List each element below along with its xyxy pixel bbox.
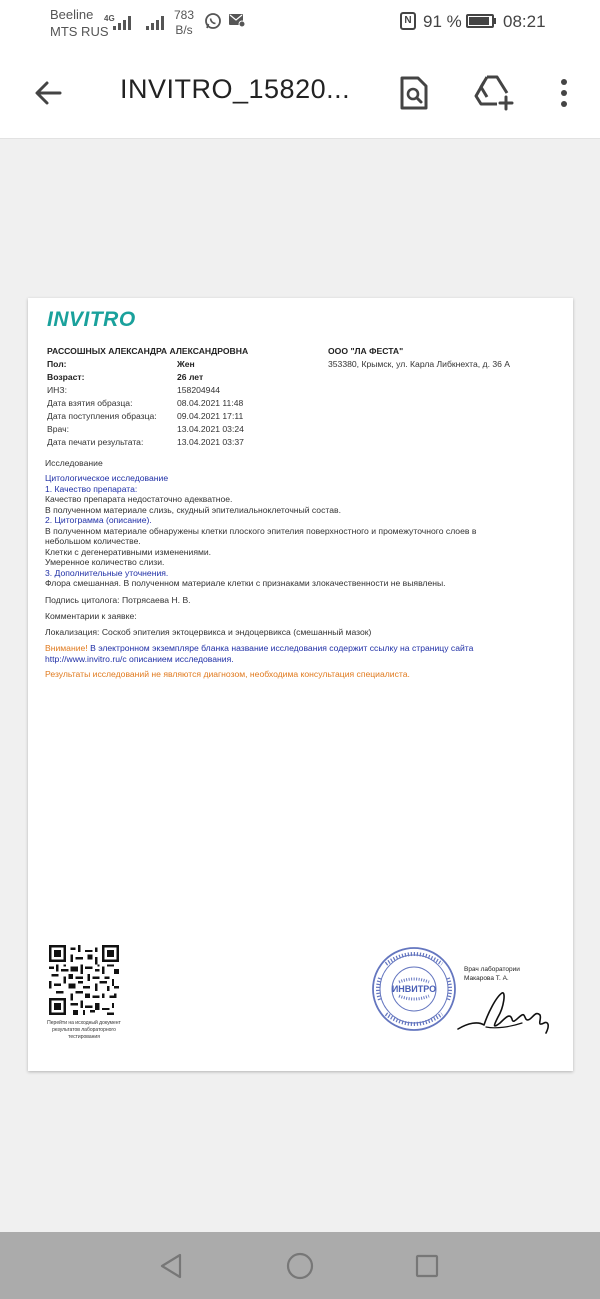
status-bar bbox=[0, 0, 600, 48]
nav-recents-button[interactable] bbox=[411, 1250, 443, 1282]
speed-value: 783 bbox=[174, 8, 195, 22]
doctor-name: Макарова Т. А. bbox=[464, 975, 509, 982]
nfc-icon: N bbox=[400, 12, 416, 30]
research-line: Флора смешанная. В полученном материале клетки с признаками злокачественности не выявлены. bbox=[45, 578, 446, 588]
carrier-2: MTS RUS bbox=[50, 24, 109, 39]
field-age bbox=[47, 372, 307, 385]
disclaimer: Результаты исследований не являются диагнозом, необходима консультация специалиста. bbox=[45, 669, 410, 679]
field-sample-date bbox=[47, 398, 307, 411]
signal-icon bbox=[146, 14, 164, 30]
lab-stamp-icon bbox=[371, 946, 457, 1032]
field-value: Жен bbox=[177, 359, 195, 369]
battery-icon bbox=[466, 14, 494, 28]
carrier-names bbox=[50, 6, 109, 40]
lab-address: 353380, Крымск, ул. Карла Либкнехта, д. 36 А bbox=[328, 359, 511, 369]
doctor-title: Врач лаборатории bbox=[464, 966, 520, 973]
field-value: 158204944 bbox=[177, 385, 221, 395]
field-value: 26 лет bbox=[177, 372, 204, 382]
search-document-icon bbox=[398, 75, 430, 111]
research-title: Исследование bbox=[45, 458, 103, 468]
navigation-bar bbox=[0, 1232, 600, 1299]
message-icon bbox=[228, 12, 246, 28]
stamp-text: ИНВИТРО bbox=[391, 984, 437, 994]
field-label: Дата взятия образца: bbox=[47, 398, 133, 408]
field-label: Дата поступления образца: bbox=[47, 411, 157, 421]
add-to-drive-button[interactable] bbox=[471, 70, 517, 114]
research-line: 2. Цитограмма (описание). bbox=[45, 515, 152, 525]
nav-back-button[interactable] bbox=[155, 1250, 187, 1282]
carrier-1: Beeline bbox=[50, 7, 94, 22]
research-line: 1. Качество препарата: bbox=[45, 483, 138, 494]
back-triangle-icon bbox=[158, 1252, 184, 1280]
lab-doctor bbox=[464, 965, 520, 983]
notice bbox=[45, 643, 473, 664]
research-line: Качество препарата недостаточно адекватное. bbox=[45, 494, 233, 504]
field-value: 13.04.2021 03:24 bbox=[177, 424, 244, 434]
field-value: 08.04.2021 11:48 bbox=[177, 398, 244, 408]
invitro-logo: INVITRO bbox=[47, 308, 136, 331]
clock: 08:21 bbox=[503, 12, 546, 31]
research-body bbox=[45, 473, 555, 589]
document-title: INVITRO_15820... bbox=[120, 74, 351, 104]
qr-caption: Перейти на исходный документ результатов лабораторного тестирования bbox=[47, 1020, 121, 1040]
field-sex bbox=[47, 359, 307, 372]
more-vert-icon bbox=[560, 78, 568, 108]
field-label: Дата печати результата: bbox=[47, 437, 144, 447]
field-label: Пол: bbox=[47, 359, 67, 369]
field-value: 13.04.2021 03:37 bbox=[177, 437, 244, 447]
speed-unit: B/s bbox=[175, 23, 193, 37]
notice-text: В электронном экземпляре бланка название исследования содержит ссылку на страницу сайта bbox=[87, 643, 474, 653]
document-page[interactable] bbox=[28, 298, 573, 1071]
notice-link-suffix: с описанием исследования. bbox=[122, 653, 234, 664]
field-label: Врач: bbox=[47, 424, 69, 434]
field-received-date bbox=[47, 411, 307, 424]
nav-home-button[interactable] bbox=[284, 1250, 316, 1282]
field-label: Возраст: bbox=[47, 372, 85, 382]
research-line: Умеренное количество слизи. bbox=[45, 557, 165, 567]
home-circle-icon bbox=[285, 1251, 315, 1281]
lab-name: ООО "ЛА ФЕСТА" bbox=[328, 346, 404, 356]
cytologist-signature-text: Подпись цитолога: Потрясаева Н. В. bbox=[45, 595, 191, 605]
invitro-link[interactable]: http://www.invitro.ru/ bbox=[45, 653, 123, 664]
whatsapp-icon bbox=[204, 12, 222, 30]
recents-square-icon bbox=[413, 1252, 441, 1280]
localization: Локализация: Соскоб эпителия эктоцервикса и эндоцервикса (смешанный мазок) bbox=[45, 627, 372, 637]
network-type: 4G bbox=[104, 14, 115, 23]
search-in-document-button[interactable] bbox=[393, 72, 435, 114]
back-button[interactable] bbox=[28, 73, 68, 113]
app-bar bbox=[0, 48, 600, 139]
research-line: В полученном материале обнаружены клетки плоского эпителия поверхностного и промежуточного слоев в bbox=[45, 525, 477, 536]
battery-percent: 91 % bbox=[423, 12, 462, 31]
add-to-drive-icon bbox=[473, 73, 515, 111]
field-print-date bbox=[47, 437, 307, 450]
doctor-signature-icon bbox=[456, 983, 551, 1041]
field-inz bbox=[47, 385, 307, 398]
field-value: 09.04.2021 17:11 bbox=[177, 411, 244, 421]
patient-name: РАССОШНЫХ АЛЕКСАНДРА АЛЕКСАНДРОВНА bbox=[47, 346, 249, 356]
signal-icon bbox=[113, 14, 131, 30]
field-label: ИНЗ: bbox=[47, 385, 67, 395]
research-line: В полученном материале слизь, скудный эпителиальноклеточный состав. bbox=[45, 504, 341, 515]
field-doctor bbox=[47, 424, 307, 437]
research-line[interactable]: Цитологическое исследование bbox=[45, 473, 169, 483]
research-line: Клетки с дегенеративными изменениями. bbox=[45, 546, 212, 557]
network-speed bbox=[174, 8, 194, 38]
back-arrow-icon bbox=[33, 78, 63, 108]
qr-code-icon[interactable] bbox=[49, 945, 119, 1015]
research-line: небольшом количестве. bbox=[45, 536, 141, 546]
notice-prefix: Внимание! bbox=[45, 643, 88, 653]
research-line: 3. Дополнительные уточнения. bbox=[45, 567, 169, 578]
request-comments: Комментарии к заявке: bbox=[45, 611, 137, 621]
more-options-button[interactable] bbox=[550, 73, 578, 113]
